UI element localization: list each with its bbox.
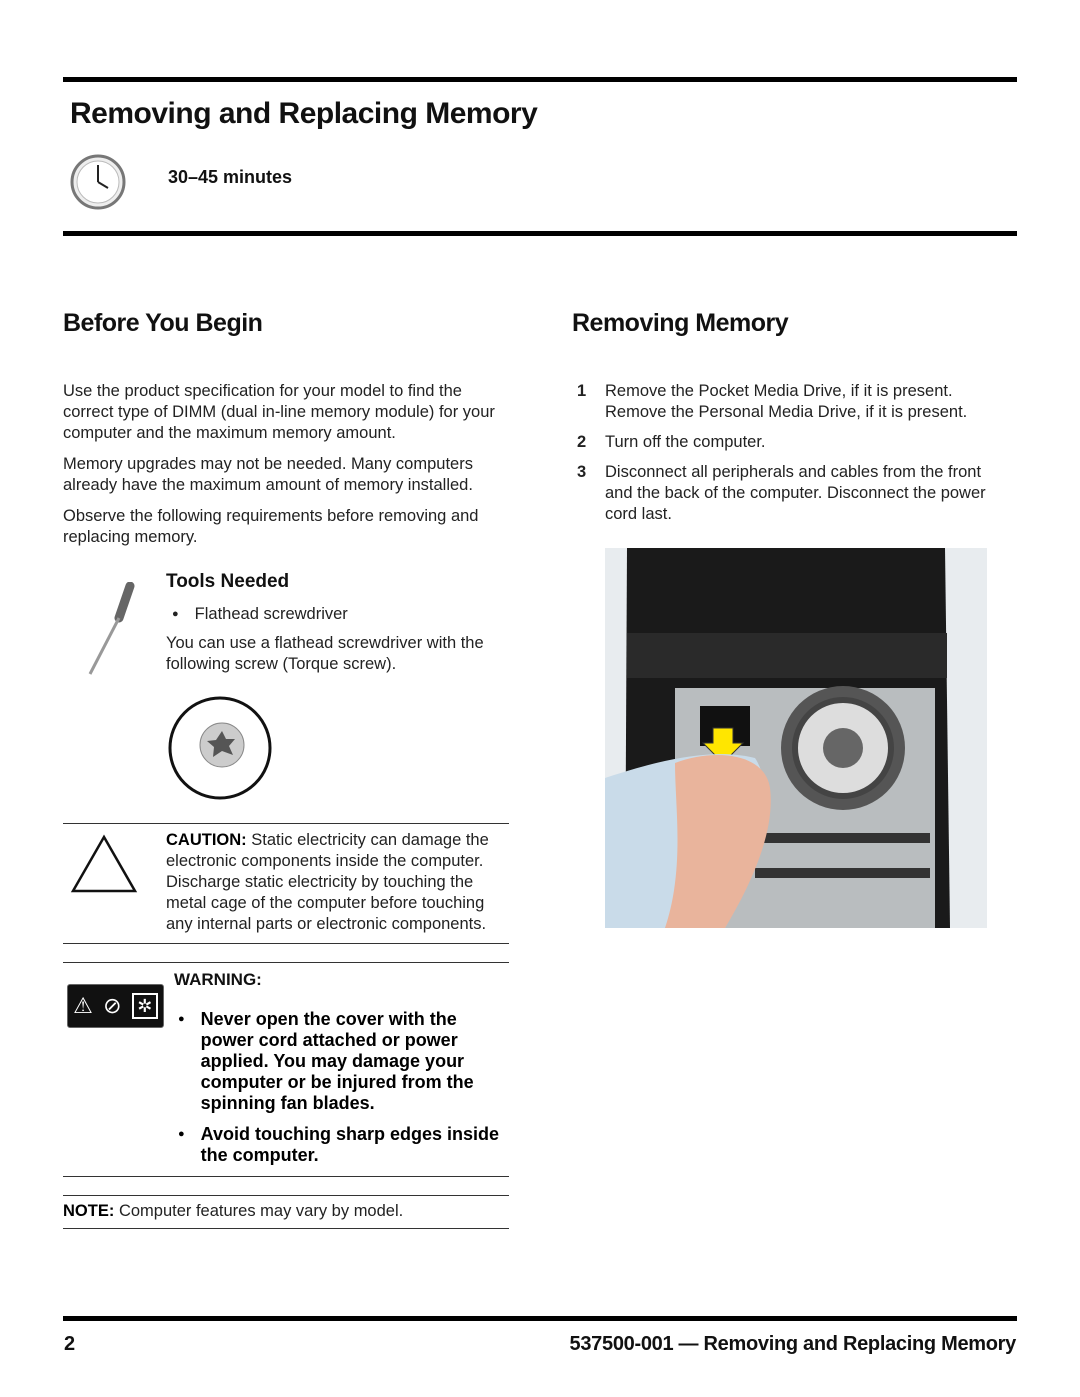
bullet: ● xyxy=(178,1128,185,1140)
note-label: NOTE: xyxy=(63,1202,115,1220)
page-title: Removing and Replacing Memory xyxy=(70,97,538,130)
paragraph: Observe the following requirements before removing and replacing memory. xyxy=(63,507,479,546)
tools-heading: Tools Needed xyxy=(166,571,290,592)
warning-icons xyxy=(67,984,164,1028)
note-text: Computer features may vary by model. xyxy=(118,1202,404,1220)
bullet: ● xyxy=(172,608,179,620)
warning-item: Avoid touching sharp edges inside the computer. xyxy=(200,1124,500,1165)
power-cord-photo xyxy=(605,548,987,928)
paragraph: Use the product specification for your model to find the correct type of DIMM (dual in-line memory module) for your computer and the maximum memory amount. xyxy=(63,382,495,442)
warning-box xyxy=(63,962,509,1177)
no-touch-hand-icon: ⊘ xyxy=(103,993,122,1018)
footer-doc-title: 537500-001 — Removing and Replacing Memory xyxy=(569,1333,1016,1355)
caution-triangle-icon xyxy=(70,834,138,894)
screwdriver-icon xyxy=(85,582,140,678)
caution-box xyxy=(63,823,509,944)
bullet: ● xyxy=(178,1013,185,1025)
warning-triangle-icon: ⚠ xyxy=(73,993,93,1018)
page-number: 2 xyxy=(64,1333,76,1355)
tool-note: You can use a flathead screwdriver with the following screw (Torque screw). xyxy=(166,634,484,673)
tool-item: Flathead screwdriver xyxy=(194,605,348,623)
warning-item: Never open the cover with the power cord attached or power applied. You may damage your computer or be injured from the spinning fan blades. xyxy=(200,1009,474,1113)
torque-screw-image xyxy=(166,695,274,801)
note-box xyxy=(63,1195,509,1229)
removing-heading: Removing Memory xyxy=(572,309,789,337)
before-column xyxy=(63,381,509,1229)
before-heading: Before You Begin xyxy=(63,309,263,337)
step: 3 Disconnect all peripherals and cables from the front and the back of the computer. Disconnect the power cord last. xyxy=(577,463,986,523)
paragraph: Memory upgrades may not be needed. Many computers already have the maximum amount of memory installed. xyxy=(63,455,473,494)
top-rule xyxy=(63,77,1017,82)
caution-text: Static electricity can damage the electronic components inside the computer. Discharge static electricity by touching the metal cage of the computer before touching any internal parts or electronic components. xyxy=(166,831,489,933)
step: 1 Remove the Pocket Media Drive, if it is present. Remove the Personal Media Drive, if it is present. xyxy=(577,382,968,421)
clock-icon xyxy=(69,153,127,211)
step: 2 Turn off the computer. xyxy=(577,433,766,451)
fan-icon: ✲ xyxy=(132,993,158,1019)
warning-label: WARNING: xyxy=(174,970,262,989)
footer-rule xyxy=(63,1316,1017,1321)
caution-label: CAUTION: xyxy=(166,831,247,849)
header-bottom-rule xyxy=(63,231,1017,236)
duration: 30–45 minutes xyxy=(168,167,293,187)
